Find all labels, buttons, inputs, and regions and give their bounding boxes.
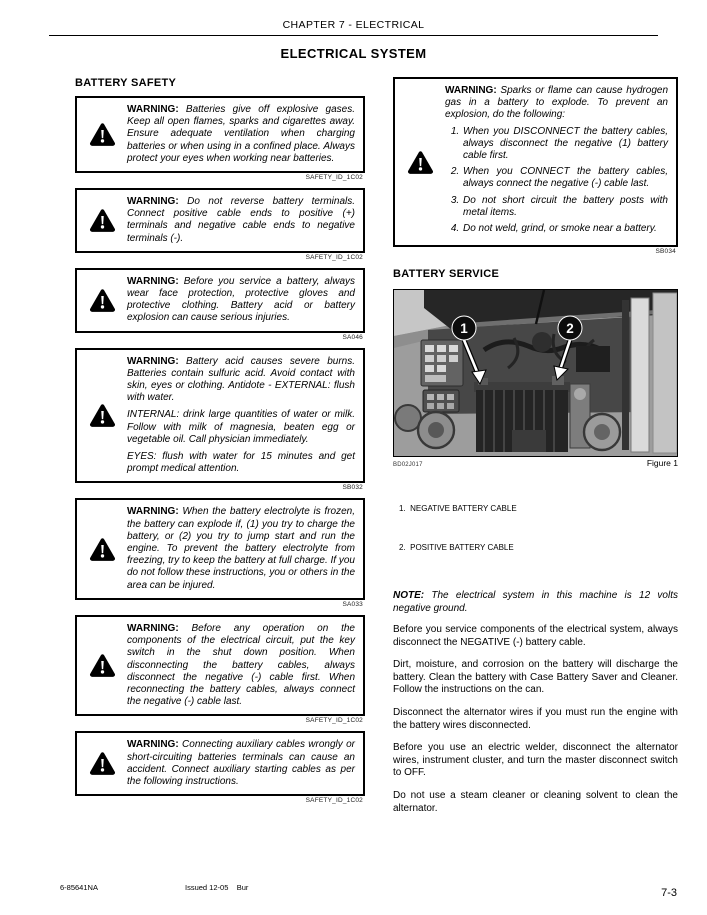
warning-step: 2. When you CONNECT the battery cables, always connect the negative (-) cable last.: [462, 166, 668, 190]
safety-id-label: SAFETY_ID_1C02: [305, 797, 363, 805]
safety-id-label: SAFETY_ID_1C02: [305, 174, 363, 182]
warning-text: [445, 79, 676, 245]
warning-triangle-icon: [77, 208, 127, 233]
safety-id-label: SB032: [342, 484, 363, 492]
footer-issue-info: Issued 12-05 Bur: [185, 883, 249, 892]
warning-label: WARNING:: [127, 355, 179, 367]
page-title: ELECTRICAL SYSTEM: [280, 46, 427, 61]
warning-triangle-icon: [77, 653, 127, 678]
warning-box-frozen-electrolyte: [75, 498, 365, 599]
body-paragraph: Dirt, moisture, and corrosion on the battery will discharge the battery. Clean the battery with Case Battery Saver and Cleaner. Follow the instructions on the can.: [393, 659, 678, 696]
warning-text: [127, 617, 363, 714]
header-rule: [49, 35, 658, 36]
warning-triangle-icon: [395, 150, 445, 175]
warning-message: Before any operation on the components of the electrical circuit, put the key switch in the shut down position. When disconnecting the battery cables, always disconnect the negative (-) cable first. When reconnecting the battery cables, always connect the negative (-) cable last.: [127, 622, 355, 708]
body-paragraph: Before you service components of the electrical system, always disconnect the NEGATIVE (-) battery cable.: [393, 624, 678, 648]
warning-intro: [445, 85, 668, 122]
warning-triangle-icon: [77, 751, 127, 776]
warning-box-sparks-flame: [393, 77, 678, 247]
warning-paragraph: INTERNAL: drink large quantities of water or milk. Follow with milk of magnesia, beaten egg or vegetable oil. Call physician immediately.: [127, 409, 355, 445]
warning-message: Batteries give off explosive gases. Keep all open flames, sparks and cigarettes away. Ensure adequate ventilation when charging batteries or when using in a confined place. Always protect your eyes when working near batteries.: [127, 104, 355, 164]
warning-box-reverse-terminals: [75, 188, 365, 253]
body-paragraph: Disconnect the alternator wires if you must run the engine with the battery wires disconnected.: [393, 707, 678, 731]
warning-step: 1. When you DISCONNECT the battery cables, always disconnect the negative (1) battery cable first.: [462, 126, 668, 163]
right-column: [393, 77, 678, 825]
figure-photo: [393, 289, 678, 457]
warning-message: Sparks or flame can cause hydrogen gas in a battery to explode. To prevent an explosion, do the following:: [445, 85, 668, 121]
callout-2-number: 2: [566, 321, 574, 337]
warning-message: Connecting auxiliary cables wrongly or short-circuiting batteries terminals can cause an accident. Connect auxiliary starting cables as per the following instructions.: [127, 739, 356, 787]
warning-message: Do not reverse battery terminals. Connect positive cable ends to positive (+) terminals and negative cable ends to negative terminals (-).: [127, 196, 356, 244]
note-label: NOTE:: [393, 590, 425, 602]
warning-text: [127, 190, 363, 251]
safety-id-label: SA033: [342, 600, 363, 608]
page-footer: [0, 883, 707, 897]
callout-1: [452, 316, 476, 340]
warning-box-auxiliary-cables: [75, 731, 365, 796]
warning-label: WARNING:: [127, 104, 179, 115]
warning-triangle-icon: [77, 288, 127, 313]
warning-label: WARNING:: [445, 85, 497, 96]
warning-box-key-switch: [75, 615, 365, 716]
note-text: The electrical system in this machine is 12 volts negative ground.: [393, 590, 678, 614]
warning-triangle-icon: [77, 537, 127, 562]
photo-code: BD02J017: [393, 462, 423, 469]
warning-text: [127, 98, 363, 171]
footer-document-number: 6-85641NA: [60, 883, 98, 892]
safety-id-label: SB034: [655, 248, 676, 256]
warning-label: WARNING:: [127, 622, 179, 634]
warning-triangle-icon: [77, 403, 127, 428]
warning-text: [127, 733, 363, 794]
running-head: CHAPTER 7 - ELECTRICAL: [282, 19, 425, 31]
warning-box-face-protection: [75, 268, 365, 333]
warning-triangle-icon: [77, 122, 127, 147]
warning-message: Before you service a battery, always wear face protection, protective gloves and protective clothing. Battery acid or battery explosion can cause serious injuries.: [127, 275, 356, 324]
battery-safety-heading: BATTERY SAFETY: [75, 77, 177, 89]
engine-bay-illustration: [394, 290, 677, 456]
body-paragraph: Do not use a steam cleaner or cleaning solvent to clean the alternator.: [393, 789, 678, 814]
figure-legend: [399, 476, 678, 580]
warning-label: WARNING:: [127, 506, 179, 518]
callout-2: [558, 316, 582, 340]
safety-id-label: SAFETY_ID_1C02: [305, 717, 363, 725]
warning-message: Battery acid causes severe burns. Batteries contain sulfuric acid. Avoid contact with skin, eyes or clothing. Antidote - EXTERNAL: flush with water.: [127, 355, 356, 404]
warning-label: WARNING:: [127, 275, 179, 287]
warning-label: WARNING:: [127, 739, 179, 751]
warning-box-explosive-gases: [75, 96, 365, 173]
legend-item: 2. POSITIVE BATTERY CABLE: [399, 543, 514, 553]
warning-step: 3. Do not short circuit the battery posts with metal items.: [462, 195, 668, 219]
warning-step: 4. Do not weld, grind, or smoke near a battery.: [462, 223, 668, 235]
legend-item: 1. NEGATIVE BATTERY CABLE: [399, 504, 517, 514]
callout-1-number: 1: [460, 321, 468, 337]
figure-label: Figure 1: [646, 458, 678, 469]
warning-message: When the battery electrolyte is frozen, the battery can explode if, (1) you try to charge the battery, or (2) you try to jump start and run the engine. To prevent the battery electrolyte from freezing, try to keep the battery at full charge. If you do not follow these instructions, you or others in the area can be injured.: [127, 506, 356, 591]
safety-id-label: SAFETY_ID_1C02: [305, 253, 363, 261]
body-paragraph: Before you use an electric welder, disconnect the alternator wires, instrument cluster, and turn the master disconnect switch to OFF.: [393, 742, 678, 779]
warning-paragraph: [127, 356, 355, 405]
two-column-layout: [75, 77, 678, 825]
left-column: [75, 77, 365, 825]
warning-steps-list: [445, 126, 668, 236]
figure-meta: [393, 458, 678, 468]
warning-box-battery-acid: [75, 348, 365, 484]
warning-paragraph: EYES: flush with water for 15 minutes and get prompt medical attention.: [127, 451, 355, 475]
battery-service-heading: BATTERY SERVICE: [393, 268, 500, 281]
footer-page-number: 7-3: [661, 887, 677, 899]
warning-text: [127, 350, 363, 482]
warning-text: [127, 500, 363, 597]
warning-text: [127, 270, 363, 331]
safety-id-label: SA046: [342, 333, 363, 341]
note-paragraph: [393, 590, 678, 615]
warning-label: WARNING:: [127, 196, 179, 208]
